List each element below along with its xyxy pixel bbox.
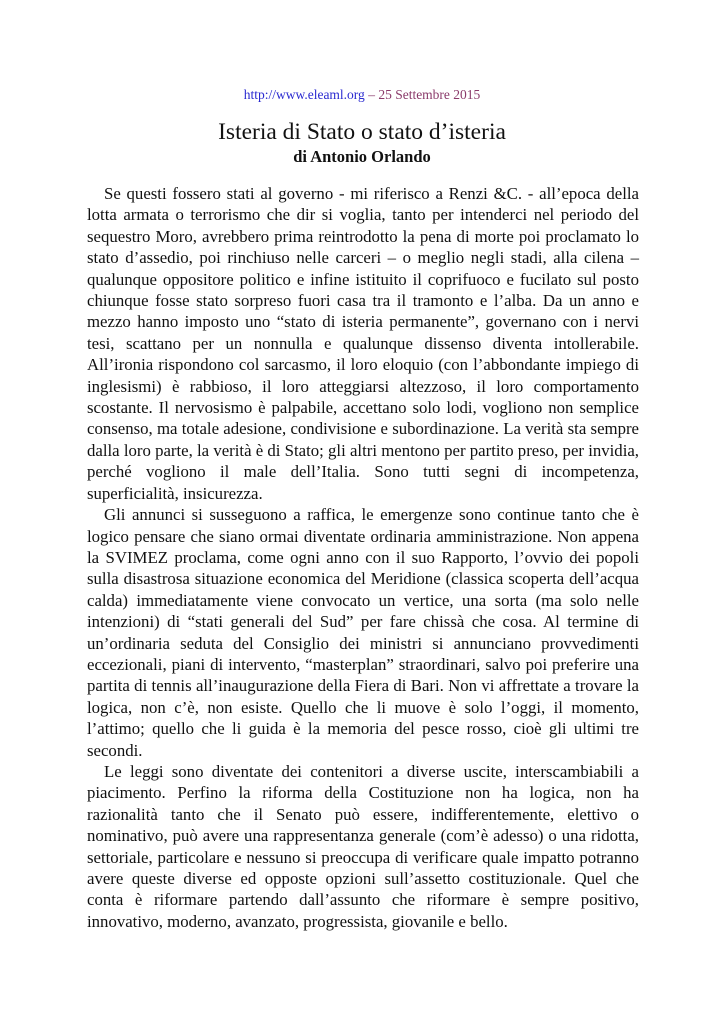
source-header <box>0 86 724 104</box>
paragraph-1: Se questi fossero stati al governo - mi riferisco a Renzi &C. - all’epoca della lotta armata o terrorismo che dir si voglia, tanto per intenderci nel periodo del sequestro Moro, avrebbero prima reintrodotto la pena di morte poi proclamato lo stato d’assedio, poi rinchiuso nelle carceri – o meglio negli stadi, alla cilena – qualunque oppositore politico e infine istituito il coprifuoco e fucilato sul posto chiunque fosse stato sorpreso fuori casa tra il tramonto e l’alba. Da un anno e mezzo hanno imposto uno “stato di isteria permanente”, governano con i nervi tesi, scattano per un nonnulla e qualunque dissenso diventa intollerabile. All’ironia rispondono col sarcasmo, il loro eloquio (con l’abbondante impiego di inglesismi) è rabbioso, il loro atteggiarsi altezzoso, il loro comportamento scostante. Il nervosismo è palpabile, accettano solo lodi, vogliono non semplice consenso, ma totale adesione, condivisione e subordinazione. La verità sta sempre dalla loro parte, la verità è di Stato; gli altri mentono per partito preso, per invidia, perché vogliono il male dell’Italia. Sono tutti segni di incompetenza, superficialità, insicurezza. <box>87 184 639 503</box>
article-author: di Antonio Orlando <box>293 147 431 166</box>
article-body <box>87 183 639 932</box>
article-title: Isteria di Stato o stato d’isteria <box>218 119 506 145</box>
publication-date: 25 Settembre 2015 <box>378 87 481 102</box>
header-separator: – <box>364 87 379 102</box>
paragraph-2: Gli annunci si susseguono a raffica, le emergenze sono continue tanto che è logico pensare che siano ormai diventate ordinaria amministrazione. Non appena la SVIMEZ proclama, come ogni anno con il suo Rapporto, l’ovvio dei popoli sulla disastrosa situazione economica del Meridione (classica scoperta dell’acqua calda) immediatamente viene convocato un vertice, una sorta (ma solo nelle intenzioni) di “stati generali del Sud” per fare chissà che cosa. Al termine di un’ordinaria seduta del Consiglio dei ministri si annunciano provvedimenti eccezionali, piani di intervento, “masterplan” straordinari, salvo poi preferire una partita di tennis all’inaugurazione della Fiera di Bari. Non vi affrettate a trovare la logica, non c’è, non esiste. Quello che li muove è solo l’oggi, il momento, l’attimo; quello che li guida è la memoria del pesce rosso, cioè gli ultimi tre secondi. <box>87 505 639 760</box>
paragraph-3: Le leggi sono diventate dei contenitori a diverse uscite, interscambiabili a piacimento. Perfino la riforma della Costituzione non ha logica, non ha razionalità tanto che il Senato può essere, indifferentemente, elettivo o nominativo, può avere una rappresentanza generale (com’è adesso) o una ridotta, settoriale, particolare e nessuno si preoccupa di verificare quale impatto potranno avere queste diverse ed opposte opzioni sull’assetto costituzionale. Quel che conta è riformare partendo dall’assunto che riformare è sempre positivo, innovativo, moderno, avanzato, progressista, giovanile e bello. <box>87 761 639 931</box>
source-link[interactable]: http://www.eleaml.org <box>243 87 365 102</box>
